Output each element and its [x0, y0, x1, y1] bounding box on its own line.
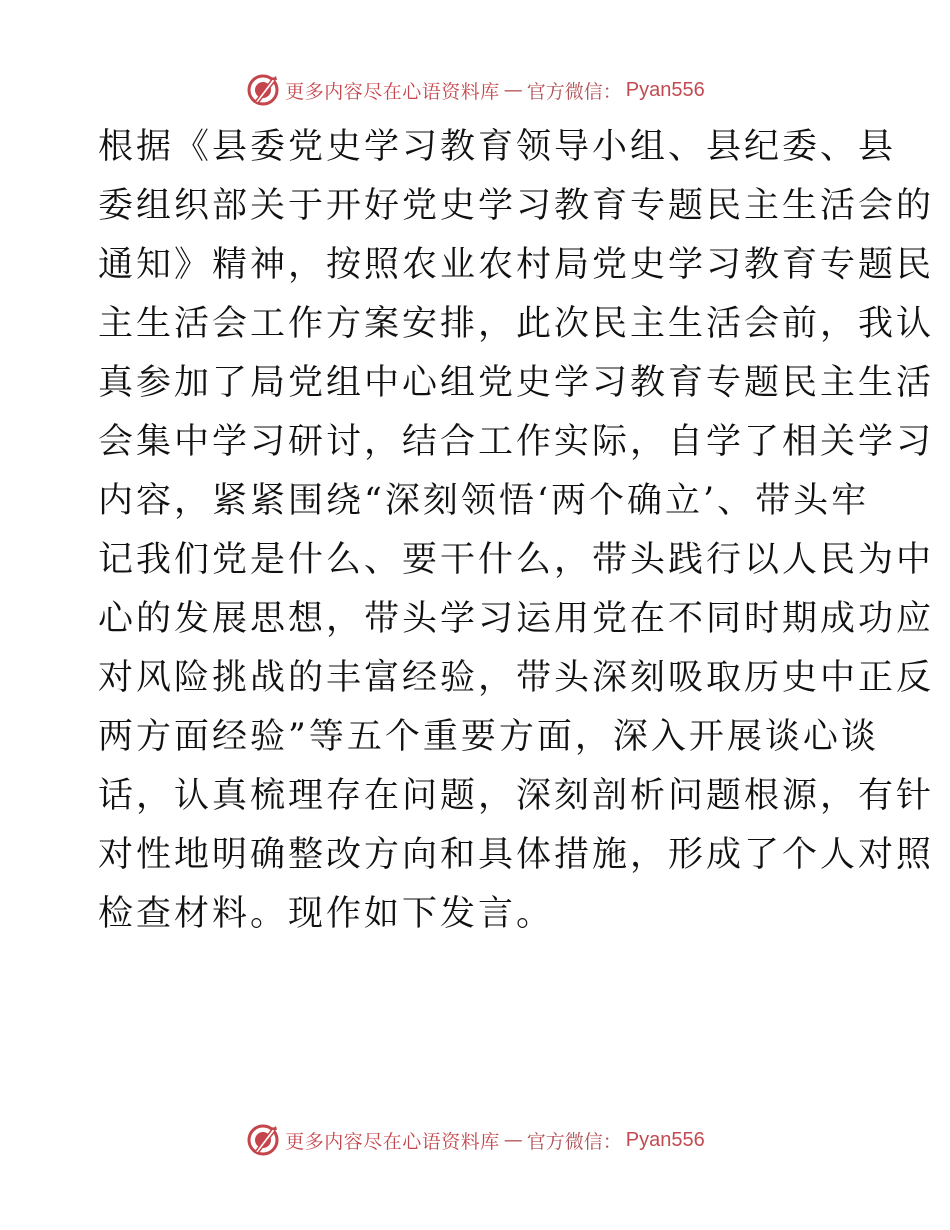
- body-line: 检查材料。现作如下发言。: [98, 894, 555, 934]
- watermark-separator: —: [503, 1129, 523, 1151]
- body-line: 真参加了局党组中心组党史学习教育专题民主生活: [98, 363, 935, 403]
- footer-watermark: [0, 1120, 950, 1160]
- body-line: 内容，紧紧围绕“深刻领悟‘两个确立’、带头牢: [98, 481, 870, 521]
- body-line: 会集中学习研讨，结合工作实际，自学了相关学习: [98, 422, 935, 462]
- watermark-wechat-id: Pyan556: [625, 78, 705, 101]
- body-line: 对性地明确整改方向和具体措施，形成了个人对照: [98, 835, 935, 875]
- watermark-site-text: 更多内容尽在心语资料库: [285, 80, 500, 103]
- watermark-site-text: 更多内容尽在心语资料库: [285, 1130, 500, 1153]
- body-line: 主生活会工作方案安排，此次民主生活会前，我认: [98, 304, 935, 344]
- body-line: 记我们党是什么、要干什么，带头践行以人民为中: [98, 540, 935, 580]
- document-body: [98, 118, 935, 944]
- quill-logo-icon: [245, 72, 281, 108]
- body-line: 心的发展思想，带头学习运用党在不同时期成功应: [98, 599, 935, 639]
- body-line: 话，认真梳理存在问题，深刻剖析问题根源，有针: [98, 776, 935, 816]
- watermark-wechat-label: 官方微信：: [526, 80, 622, 103]
- header-watermark: [0, 70, 950, 110]
- body-line: 委组织部关于开好党史学习教育专题民主生活会的: [98, 186, 935, 226]
- watermark-wechat-id: Pyan556: [625, 1128, 705, 1151]
- body-line: 通知》精神，按照农业农村局党史学习教育专题民: [98, 245, 935, 285]
- body-line: 根据《县委党史学习教育领导小组、县纪委、县: [98, 127, 897, 167]
- body-line: 两方面经验”等五个重要方面，深入开展谈心谈: [98, 717, 879, 757]
- body-line: 对风险挑战的丰富经验，带头深刻吸取历史中正反: [98, 658, 935, 698]
- watermark-wechat-label: 官方微信：: [526, 1130, 622, 1153]
- watermark-separator: —: [503, 79, 523, 101]
- quill-logo-icon: [245, 1122, 281, 1158]
